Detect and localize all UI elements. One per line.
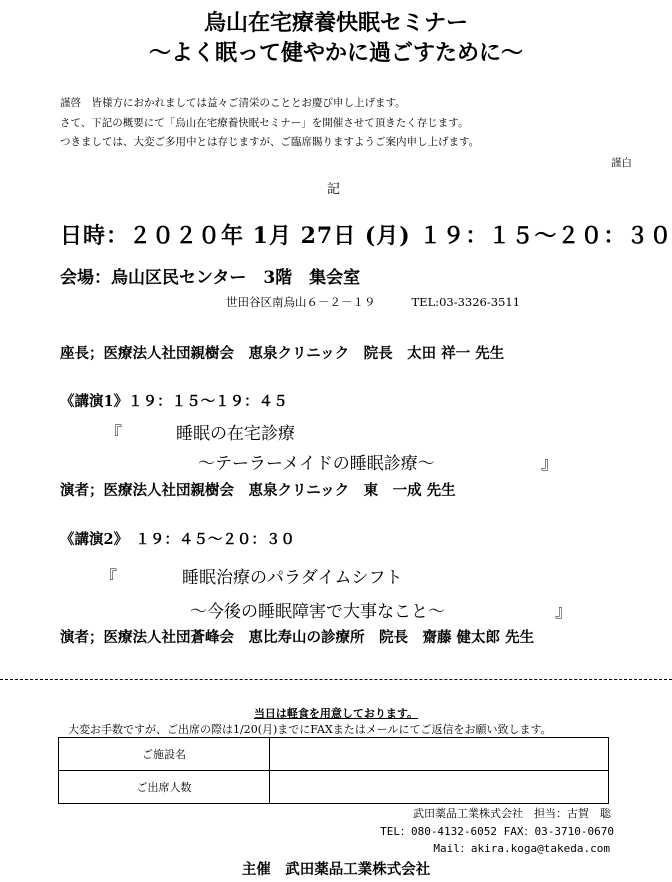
lecture2-subtitle: ～今後の睡眠障害で大事なこと～ (190, 602, 445, 622)
event-datetime: 日時：２０２０年 1月 27日 (月) １９：１５～２０：３０ (60, 223, 672, 249)
greeting-line1: 謹啓 皆様方におかれましては益々ご清栄のこととお慶び申し上げます。 (60, 97, 406, 109)
attendee-count-field[interactable] (270, 771, 609, 804)
title-line1: 烏山在宅療養快眠セミナー (203, 10, 468, 36)
title-line2: ～よく眠って健やかに過ごすために～ (148, 40, 523, 66)
cut-line-divider (0, 679, 672, 680)
lecture1-time: 《講演1》１９：１５～１９：４５ (60, 393, 288, 410)
reply-request-note: 大変お手数ですが、ご出席の際は1/20(月)までにFAXまたはメールにてご返信をお願い致します。 (68, 723, 552, 736)
lecture2-title: 睡眠治療のパラダイムシフト (182, 568, 403, 588)
greeting-line3: つきましては、大変ご多用中とは存じますが、ご臨席賜りますようご案内申し上げます。 (60, 136, 480, 148)
venue-tel: TEL:03-3326-3511 (411, 295, 521, 309)
lecture1-subtitle: ～テーラーメイドの睡眠診療～ (198, 454, 435, 474)
lecture1-speaker: 演者；医療法人社団親樹会 恵泉クリニック 東 一成 先生 (60, 482, 456, 499)
refreshment-note: 当日は軽食を用意しております。 (253, 707, 419, 720)
greeting-closing: 謹白 (611, 157, 632, 169)
venue-address: 世田谷区南烏山６－２－１９ (226, 295, 376, 309)
lecture2-title-close: 』 (555, 602, 572, 622)
lecture2-time: 《講演2》 １９：４５～２０：３０ (60, 531, 295, 548)
ki-mark: 記 (327, 182, 341, 197)
chair: 座長；医療法人社団親樹会 恵泉クリニック 院長 太田 祥一 先生 (60, 345, 505, 362)
table-row (59, 771, 609, 804)
lecture2-title-open: 『 (100, 568, 117, 588)
table-row (59, 738, 609, 771)
venue-name: 会場：烏山区民センター 3階 集会室 (60, 268, 361, 288)
contact-company: 武田薬品工業株式会社 担当：古賀 聡 (413, 807, 611, 820)
reply-form-table (58, 737, 609, 804)
contact-mail[interactable]: Mail：akira.koga@takeda.com (433, 842, 610, 855)
lecture1-title-open: 『 (105, 424, 122, 444)
lecture1-title-close: 』 (541, 454, 558, 474)
lecture1-title: 睡眠の在宅診療 (176, 424, 295, 444)
sponsor: 主催 武田薬品工業株式会社 (241, 861, 431, 878)
greeting-line2: さて、下記の概要にて「烏山在宅療養快眠セミナー」を開催させて頂きたく存じます。 (60, 117, 469, 129)
attendee-count-label: ご出席人数 (59, 771, 270, 804)
venue-address-line (226, 294, 520, 310)
lecture2-speaker: 演者；医療法人社団蒼峰会 恵比寿山の診療所 院長 齋藤 健太郎 先生 (60, 629, 535, 646)
contact-tel-fax: TEL：080-4132-6052 FAX：03-3710-0670 (380, 825, 614, 838)
facility-name-field[interactable] (270, 738, 609, 771)
facility-name-label: ご施設名 (59, 738, 270, 771)
